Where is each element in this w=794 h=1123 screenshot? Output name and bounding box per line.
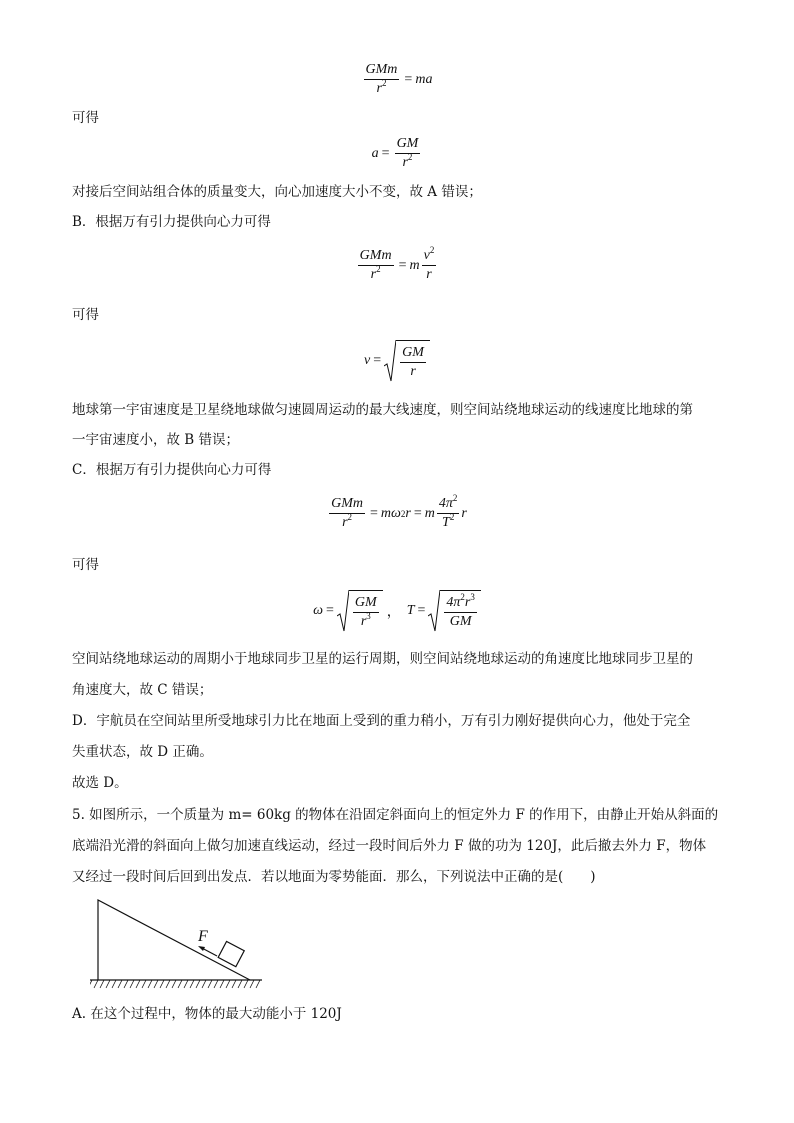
text-line: 角速度大，故 C 错误； <box>72 682 213 698</box>
question-5-line: 底端沿光滑的斜面向上做匀加速直线运动，经过一段时间后外力 F 做的功为 120J，此后撤去外力 F，物体 <box>72 838 707 854</box>
fraction: $\frac{GM}{r}$ <box>402 345 424 379</box>
incline-diagram <box>90 892 270 992</box>
force-label: F <box>198 928 208 945</box>
fraction: $\frac{\text{GMm}}{r^2}$ <box>365 62 398 96</box>
square-root <box>384 340 430 382</box>
radical-sign <box>428 590 440 632</box>
square-root <box>428 590 480 632</box>
equation-gravity-omega-period: $\frac{\text{GMm}}{r^2}$ = m ω 2 r = m $\frac{4\pi^2}{T^2}$ r <box>331 493 467 530</box>
text-line: D．宇航员在空间站里所受地球引力比在地面上受到的重力稍小，万有引力刚好提供向心力，他处于完全 <box>72 713 691 729</box>
text-line: 可得 <box>72 557 99 573</box>
text-line: 可得 <box>72 110 99 126</box>
text-line: C．根据万有引力提供向心力可得 <box>72 462 272 478</box>
text-line: 一宇宙速度小，故 B 错误； <box>72 432 240 448</box>
text-line: 对接后空间站组合体的质量变大，向心加速度大小不变，故 A 错误； <box>72 184 482 200</box>
fraction: $\frac{4\pi^2}{T^2}$ <box>438 493 458 530</box>
equation-acceleration: a = $\frac{GM}{r^2}$ <box>371 136 419 170</box>
text-line: 地球第一宇宙速度是卫星绕地球做匀速圆周运动的最大线速度，则空间站绕地球运动的线速度比地球的第 <box>72 402 693 418</box>
fraction: $\frac{4\pi^2r^3}{GM}$ <box>446 592 475 629</box>
radical-sign <box>384 340 396 382</box>
text-line: 空间站绕地球运动的周期小于地球同步卫星的运行周期，则空间站绕地球运动的角速度比地球同步卫星的 <box>72 651 693 667</box>
option-a: A. 在这个过程中，物体的最大动能小于 120J <box>72 1006 342 1022</box>
text-line: 可得 <box>72 307 99 323</box>
text-line: 失重状态，故 D 正确。 <box>72 744 213 760</box>
square-root <box>337 590 383 632</box>
equation-omega-period: ω = $\frac{GM}{r^3}$ ， T = $\frac{4\pi^2r^3}{GM}$ <box>0 590 794 632</box>
fraction: $\frac{\text{GMm}}{r^2}$ <box>359 248 392 282</box>
ground-hatching <box>90 980 260 988</box>
force-arrowhead <box>198 946 205 951</box>
fraction: $\frac{\text{GMm}}{r^2}$ <box>331 496 363 530</box>
block <box>218 941 244 966</box>
equation-gravity-ma: $\frac{\text{GMm}}{r^2}$ = ma <box>365 62 433 96</box>
text-line: 故选 D。 <box>72 775 128 791</box>
fraction: $\frac{GM}{r^3}$ <box>354 595 377 629</box>
fraction: $\frac{v^2}{r}$ <box>423 245 435 282</box>
radical-sign <box>337 590 349 632</box>
incline-triangle <box>98 900 250 980</box>
equation-gravity-velocity: $\frac{\text{GMm}}{r^2}$ = m $\frac{v^2}{r}$ <box>359 245 435 282</box>
incline-figure <box>90 892 270 996</box>
fraction: $\frac{GM}{r^2}$ <box>396 136 419 170</box>
question-5-line: 又经过一段时间后回到出发点．若以地面为零势能面．那么，下列说法中正确的是( ) <box>72 869 596 885</box>
text-line: B．根据万有引力提供向心力可得 <box>72 214 271 230</box>
equation-velocity: v = $\frac{GM}{r}$ <box>0 340 794 382</box>
question-5-line: 5. 如图所示，一个质量为 m= 60kg 的物体在沿固定斜面向上的恒定外力 F 的作用下，由静止开始从斜面的 <box>72 807 719 823</box>
